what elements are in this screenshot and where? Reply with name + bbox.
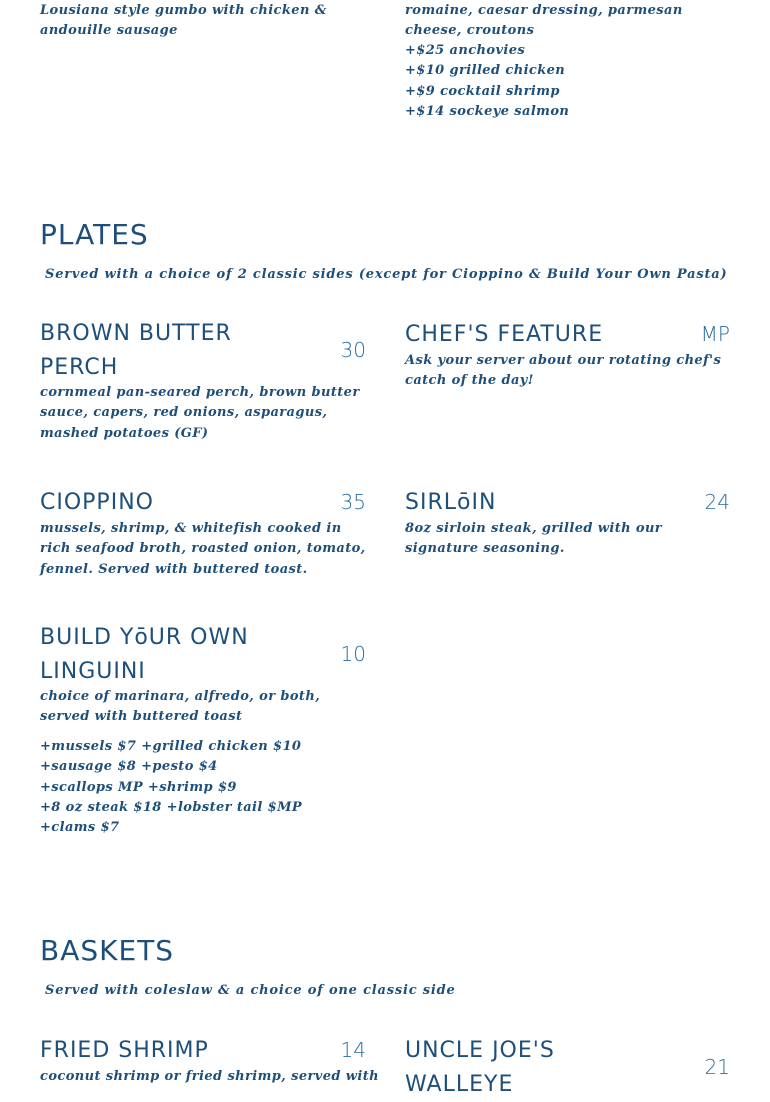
item-description: coconut shrimp or fried shrimp, served with (40, 1069, 379, 1084)
item-price: 21 (704, 1055, 730, 1079)
item-name-cioppino (40, 486, 154, 520)
item-name-line: LINGUINI (40, 659, 146, 684)
item-name-fried-shrimp (40, 1034, 209, 1068)
item-description: choice of marinara, alfredo, or both, served with buttered toast (40, 689, 321, 725)
caesar-description: romaine, caesar dressing, parmesan cheese, croutons (405, 3, 683, 39)
item-price: 10 (340, 642, 366, 666)
item-description: Ask your server about our rotating chef's catch of the day! (405, 353, 722, 389)
addon-line: +8 oz steak $18 +lobster tail $MP (40, 799, 303, 815)
item-description: 8oz sirloin steak, grilled with our signature seasoning. (405, 521, 663, 557)
item-price: 35 (340, 490, 366, 514)
addon-line: +sausage $8 +pesto $4 (40, 759, 218, 775)
addon-line: +mussels $7 +grilled chicken $10 (40, 739, 302, 754)
addon-line: +$25 anchovies (405, 43, 526, 58)
item-price: 14 (340, 1038, 366, 1062)
item-name-chefs-feature (405, 318, 603, 352)
plates-note: Served with a choice of 2 classic sides (except for Cioppino & Build Your Own Pasta) (45, 267, 728, 282)
item-name-line: CIOPPINO (40, 490, 154, 515)
section-heading-plates: PLATES (40, 218, 149, 251)
item-name-uncle-joes-walleye (405, 1034, 555, 1102)
gumbo-description: Lousiana style gumbo with chicken & andouille sausage (40, 3, 327, 39)
item-price: 30 (340, 338, 366, 362)
item-description: cornmeal pan-seared perch, brown butter sauce, capers, red onions, asparagus, mashed potatoes (GF) (40, 385, 360, 441)
linguini-addons (40, 737, 302, 838)
item-name-line: WALLEYE (405, 1072, 514, 1097)
caesar-addons (405, 41, 569, 122)
item-description: mussels, shrimp, & whitefish cooked in rich seafood broth, roasted onion, tomato, fennel. Served with buttered toast. (40, 521, 366, 577)
addon-line: +$10 grilled chicken (405, 63, 566, 79)
addon-line: +$9 cocktail shrimp (405, 83, 560, 99)
addon-line: +scallops MP +shrimp $9 (40, 779, 237, 795)
item-name-line: FRIED SHRIMP (40, 1038, 209, 1063)
item-name-line: PERCH (40, 355, 119, 380)
item-price: MP (700, 322, 730, 346)
addon-line: +$14 sockeye salmon (405, 103, 570, 119)
item-name-sirloin (405, 486, 496, 520)
item-name-line: CHEF'S FEATURE (405, 322, 604, 347)
baskets-note: Served with coleslaw & a choice of one classic side (45, 983, 456, 998)
item-price: 24 (704, 490, 730, 514)
item-name-line: BROWN BUTTER (40, 321, 232, 346)
item-name-line: UNCLE JOE'S (405, 1038, 555, 1063)
item-name-line: BUILD YōUR OWN (40, 625, 249, 650)
item-name-brown-butter-perch (40, 317, 232, 385)
item-name-line: SIRLōIN (405, 490, 497, 515)
section-heading-baskets: BASKETS (40, 934, 175, 967)
item-name-build-your-own-linguini (40, 621, 249, 689)
addon-line: +clams $7 (40, 820, 120, 836)
